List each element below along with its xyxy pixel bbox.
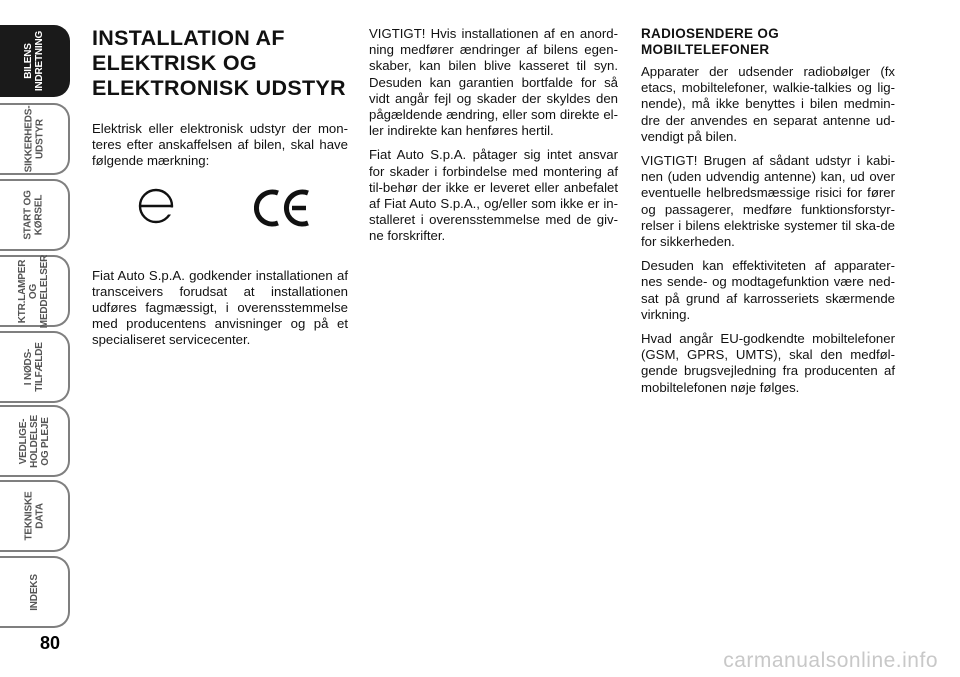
radio-paragraph-2: VIGTIGT! Brugen af sådant udstyr i kabi-nen (uden udvendig antenne) kan, ud over eventuelle helbredsmæssige risici for fører og passagerer, medføre funktionsforstyr-relser i bilens elektriske systemer til ska-de for sikkerheden. — [641, 153, 895, 250]
tab-start-og-korsel[interactable] — [0, 179, 70, 251]
column-installation — [92, 26, 348, 357]
tab-bilens-indretning[interactable] — [0, 25, 70, 97]
watermark: carmanualsonline.info — [723, 649, 938, 672]
tab-tekniske-data[interactable] — [0, 480, 70, 552]
tab-label: SIKKERHEDS- UDSTYR — [22, 105, 45, 173]
tab-i-nodstilfaelde[interactable] — [0, 331, 70, 403]
tab-label: VEDLIGE- HOLDELSE OG PLEJE — [17, 414, 51, 468]
column-radio — [641, 26, 895, 404]
section-title: RADIOSENDERE OG MOBILTELEFONER — [641, 26, 780, 57]
tab-indeks[interactable] — [0, 556, 70, 628]
tab-kontrollamper[interactable] — [0, 255, 70, 327]
tab-label: START OG KØRSEL — [22, 190, 45, 240]
approval-paragraph: Fiat Auto S.p.A. godkender installationen af transceivers forudsat at installationen udføres fagmæssigt, i overensstemmelse med producentens anvisninger og på et specialiseret servicecenter. — [92, 267, 348, 348]
page-number: 80 — [39, 633, 61, 653]
approval-marks — [92, 186, 348, 246]
tab-sikkerhedsudstyr[interactable] — [0, 103, 70, 175]
tab-label: KTR.LAMPER OG MEDDELELSER — [17, 254, 51, 328]
tab-vedligeholdelse[interactable] — [0, 405, 70, 477]
page-title: INSTALLATION AF ELEKTRISK OG ELEKTRONISK UDSTYR — [92, 26, 346, 100]
column-warnings — [369, 26, 618, 253]
tab-label: INDEKS — [28, 573, 40, 611]
ce-mark-icon — [254, 188, 314, 228]
warning-paragraph: VIGTIGT! Hvis installationen af en anord-ning medfører ændringer af bilens egen-skaber, kan bilen blive kasseret til syn. Desuden kan garantien bortfalde for så vidt angår fejl og skader der skyldes den pågældende ændring, eller som direkte el-ler indirekte kan henføres hertil. — [369, 26, 618, 139]
liability-paragraph: Fiat Auto S.p.A. påtager sig intet ansvar for skader i forbindelse med montering af til-behør der ikke er leveret eller anbefalet af Fiat Auto S.p.A., og/eller som ikke er in-stalleret i overensstemmelse med de giv-ne forskrifter. — [369, 147, 618, 244]
radio-paragraph-1: Apparater der udsender radiobølger (fx etacs, mobiltelefoner, walkie-talkies og lig-nende), må ikke benyttes i bilen medmin-dre der anvendes en separat antenne ud-vendigt på bilen. — [641, 64, 895, 144]
e-mark-icon — [136, 186, 176, 226]
tab-label: TEKNISKE DATA — [23, 491, 45, 541]
tab-label: BILENS INDRETNING — [22, 30, 45, 92]
chapter-sidebar — [0, 25, 72, 630]
radio-paragraph-3: Desuden kan effektiviteten af apparater-nes sende- og modtagefunktion være ned-sat på grund af karrosseriets skærmende virkning. — [641, 258, 895, 322]
tab-label: I NØDS- TILFÆLDE — [22, 342, 45, 392]
radio-paragraph-4: Hvad angår EU-godkendte mobiltelefoner (GSM, GPRS, UMTS), skal den medføl-gende brugsvejledning fra producenten af mobiltelefonen nøje følges. — [641, 331, 895, 395]
intro-paragraph: Elektrisk eller elektronisk udstyr der mon-teres efter anskaffelsen af bilen, skal have følgende mærkning: — [92, 121, 348, 169]
